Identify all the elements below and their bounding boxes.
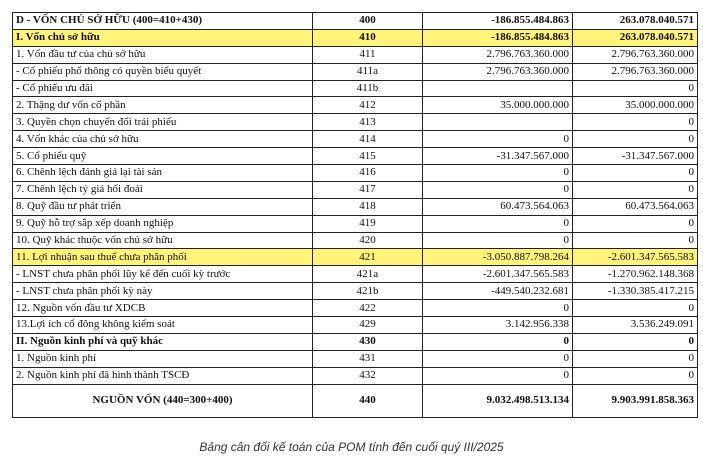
- value-previous-period: -1.330.385.417.215: [573, 283, 698, 300]
- row-code: 417: [313, 181, 423, 198]
- value-previous-period: 0: [573, 300, 698, 317]
- row-code: 416: [313, 165, 423, 182]
- value-previous-period: 2.796.763.360.000: [573, 63, 698, 80]
- value-previous-period: 0: [573, 333, 698, 350]
- value-current-period: 0: [423, 165, 573, 182]
- row-label: 10. Quỹ khác thuộc vốn chủ sở hữu: [13, 232, 313, 249]
- row-label: 5. Cổ phiếu quỹ: [13, 148, 313, 165]
- value-previous-period: 35.000.000.000: [573, 97, 698, 114]
- value-previous-period: -1.270.962.148.368: [573, 266, 698, 283]
- value-current-period: 0: [423, 131, 573, 148]
- row-label: 2. Nguồn kinh phí đã hình thành TSCĐ: [13, 367, 313, 384]
- value-current-period: 0: [423, 350, 573, 367]
- row-code: 429: [313, 317, 423, 334]
- value-current-period: -31.347.567.000: [423, 148, 573, 165]
- table-row: [13, 29, 698, 46]
- value-current-period: 35.000.000.000: [423, 97, 573, 114]
- row-code: 421a: [313, 266, 423, 283]
- value-current-period: 0: [423, 232, 573, 249]
- value-previous-period: 60.473.564.063: [573, 198, 698, 215]
- table-row: [13, 13, 698, 30]
- value-previous-period: 2.796.763.360.000: [573, 46, 698, 63]
- row-label: 1. Vốn đầu tư của chủ sở hữu: [13, 46, 313, 63]
- row-label: - LNST chưa phân phối lũy kế đến cuối kỳ trước: [13, 266, 313, 283]
- row-code: 411b: [313, 80, 423, 97]
- value-current-period: 0: [423, 181, 573, 198]
- row-code: 431: [313, 350, 423, 367]
- table-row: [13, 97, 698, 114]
- row-code: 432: [313, 367, 423, 384]
- table-row: [13, 198, 698, 215]
- value-previous-period: 263.078.040.571: [573, 29, 698, 46]
- table-row: [13, 131, 698, 148]
- row-code: 410: [313, 29, 423, 46]
- table-row: [13, 181, 698, 198]
- table-row: [13, 46, 698, 63]
- value-previous-period: 0: [573, 181, 698, 198]
- row-label: 6. Chênh lệch đánh giá lại tài sản: [13, 165, 313, 182]
- row-code: 413: [313, 114, 423, 131]
- row-label: 7. Chênh lệch tỷ giá hối đoái: [13, 181, 313, 198]
- row-label: 9. Quỹ hỗ trợ sắp xếp doanh nghiệp: [13, 215, 313, 232]
- table-row: [13, 165, 698, 182]
- row-label: 2. Thặng dư vốn cổ phần: [13, 97, 313, 114]
- table-row: [13, 215, 698, 232]
- row-code: 415: [313, 148, 423, 165]
- image-caption: Bảng cân đối kế toán của POM tính đến cuối quý III/2025: [199, 440, 504, 454]
- table-row: [13, 333, 698, 350]
- table-row: [13, 80, 698, 97]
- table-row: [13, 266, 698, 283]
- row-label: 12. Nguồn vốn đầu tư XDCB: [13, 300, 313, 317]
- row-label: D - VỐN CHỦ SỞ HỮU (400=410+430): [13, 13, 313, 30]
- balance-sheet: [12, 12, 697, 418]
- row-label: 4. Vốn khác của chủ sở hữu: [13, 131, 313, 148]
- value-previous-period: 0: [573, 131, 698, 148]
- value-current-period: -186.855.484.863: [423, 13, 573, 30]
- value-previous-period: 263.078.040.571: [573, 13, 698, 30]
- row-code: 419: [313, 215, 423, 232]
- row-label: I. Vốn chủ sở hữu: [13, 29, 313, 46]
- row-label: 11. Lợi nhuận sau thuế chưa phân phối: [13, 249, 313, 266]
- row-code: 411: [313, 46, 423, 63]
- table-body: [13, 13, 698, 418]
- value-previous-period: -2.601.347.565.583: [573, 249, 698, 266]
- table-row: [13, 317, 698, 334]
- row-code: 414: [313, 131, 423, 148]
- table-row: [13, 283, 698, 300]
- value-previous-period: 0: [573, 114, 698, 131]
- value-previous-period: 0: [573, 367, 698, 384]
- value-current-period: 2.796.763.360.000: [423, 46, 573, 63]
- value-current-period: 9.032.498.513.134: [423, 384, 573, 417]
- row-label: NGUỒN VỐN (440=300+400): [13, 384, 313, 417]
- value-current-period: 60.473.564.063: [423, 198, 573, 215]
- balance-sheet-table: [12, 12, 698, 418]
- row-label: 8. Quỹ đầu tư phát triển: [13, 198, 313, 215]
- row-code: 440: [313, 384, 423, 417]
- value-current-period: 0: [423, 367, 573, 384]
- value-previous-period: -31.347.567.000: [573, 148, 698, 165]
- row-code: 430: [313, 333, 423, 350]
- row-label: - Cổ phiếu phổ thông có quyền biểu quyết: [13, 63, 313, 80]
- row-label: 13.Lợi ích cổ đông không kiểm soát: [13, 317, 313, 334]
- table-row: [13, 300, 698, 317]
- row-label: II. Nguồn kinh phí và quỹ khác: [13, 333, 313, 350]
- value-current-period: [423, 80, 573, 97]
- table-row: [13, 350, 698, 367]
- value-current-period: 0: [423, 333, 573, 350]
- value-previous-period: 0: [573, 80, 698, 97]
- value-current-period: [423, 114, 573, 131]
- value-previous-period: 0: [573, 165, 698, 182]
- value-current-period: -186.855.484.863: [423, 29, 573, 46]
- table-row: [13, 63, 698, 80]
- value-current-period: 0: [423, 300, 573, 317]
- table-row: [13, 367, 698, 384]
- value-previous-period: 3.536.249.091: [573, 317, 698, 334]
- table-row: [13, 114, 698, 131]
- row-label: 3. Quyền chọn chuyển đổi trái phiếu: [13, 114, 313, 131]
- row-code: 421: [313, 249, 423, 266]
- value-current-period: 2.796.763.360.000: [423, 63, 573, 80]
- value-previous-period: 0: [573, 350, 698, 367]
- value-current-period: -449.540.232.681: [423, 283, 573, 300]
- table-row: [13, 148, 698, 165]
- value-current-period: 3.142.956.338: [423, 317, 573, 334]
- value-previous-period: 0: [573, 215, 698, 232]
- table-row: [13, 384, 698, 417]
- row-code: 422: [313, 300, 423, 317]
- row-code: 420: [313, 232, 423, 249]
- row-code: 400: [313, 13, 423, 30]
- row-code: 418: [313, 198, 423, 215]
- table-row: [13, 232, 698, 249]
- row-label: - LNST chưa phân phối kỳ này: [13, 283, 313, 300]
- value-current-period: -2.601.347.565.583: [423, 266, 573, 283]
- value-previous-period: 9.903.991.858.363: [573, 384, 698, 417]
- row-code: 421b: [313, 283, 423, 300]
- value-previous-period: 0: [573, 232, 698, 249]
- value-current-period: 0: [423, 215, 573, 232]
- row-code: 411a: [313, 63, 423, 80]
- row-code: 412: [313, 97, 423, 114]
- table-row: [13, 249, 698, 266]
- row-label: - Cổ phiếu ưu đãi: [13, 80, 313, 97]
- row-label: 1. Nguồn kinh phí: [13, 350, 313, 367]
- value-current-period: -3.050.887.798.264: [423, 249, 573, 266]
